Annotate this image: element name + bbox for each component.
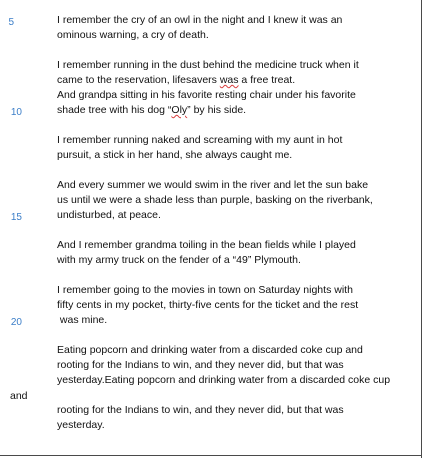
poem-line: us until we were a shade less than purple, basking on the riverbank, [57,194,373,206]
line-text: a free treat. [238,74,296,86]
spellcheck-flagged-word[interactable]: Oly [171,104,188,116]
page-border-right [421,0,422,458]
stanza-1 [57,13,419,43]
poem-line: rooting for the Indians to win, and they never did, but that was [57,359,344,371]
poem-line: I remember the cry of an owl in the night and I knew it was an [57,14,343,26]
poem-line: undisturbed, at peace. [57,209,161,221]
poem-line: And every summer we would swim in the river and let the sun bake [57,179,369,191]
line-number-5: 5 [8,17,14,28]
line-number-20: 20 [10,317,22,328]
stanza-6 [57,283,419,328]
line-text: shade tree with his dog “ [57,104,172,116]
poem-line: I remember running naked and screaming with my aunt in hot [57,134,343,146]
stanza-4 [57,178,419,223]
stanza-3 [57,133,419,163]
poem-line: And I remember grandma toiling in the bean fields while I played [57,239,356,251]
stanza-5 [57,238,419,268]
line-text: ” by his side. [187,104,247,116]
line-number-15: 15 [10,212,22,223]
poem-line: yesterday. [57,419,105,431]
poem-line: I remember running in the dust behind the medicine truck when it [57,59,359,71]
poem-line: ominous warning, a cry of death. [57,29,209,41]
poem-line [57,103,419,118]
spellcheck-flagged-word[interactable]: was [219,74,239,86]
poem-line: Eating popcorn and drinking water from a discarded coke cup and [57,344,363,356]
stanza-7 [57,343,419,388]
poem-line [57,73,419,88]
poem-line: with my army truck on the fender of a “49” Plymouth. [57,254,301,266]
stanza-8 [57,403,419,433]
stanza-2 [57,58,419,118]
page-border-bottom [0,455,422,456]
poem-line: fifty cents in my pocket, thirty-five cents for the ticket and the rest [57,299,359,311]
poem-line: rooting for the Indians to win, and they never did, but that was [57,404,344,416]
overflow-word: and [10,390,28,402]
line-number-10: 10 [10,107,22,118]
poem-line: I remember going to the movies in town on Saturday nights with [57,284,353,296]
line-text: came to the reservation, lifesavers [57,74,220,86]
poem-line: And grandpa sitting in his favorite resting chair under his favorite [57,89,356,101]
poem-body[interactable] [57,13,419,448]
poem-line: yesterday.Eating popcorn and drinking water from a discarded coke cup [57,374,391,386]
poem-line: was mine. [57,314,108,326]
poem-line: pursuit, a stick in her hand, she always caught me. [57,149,293,161]
